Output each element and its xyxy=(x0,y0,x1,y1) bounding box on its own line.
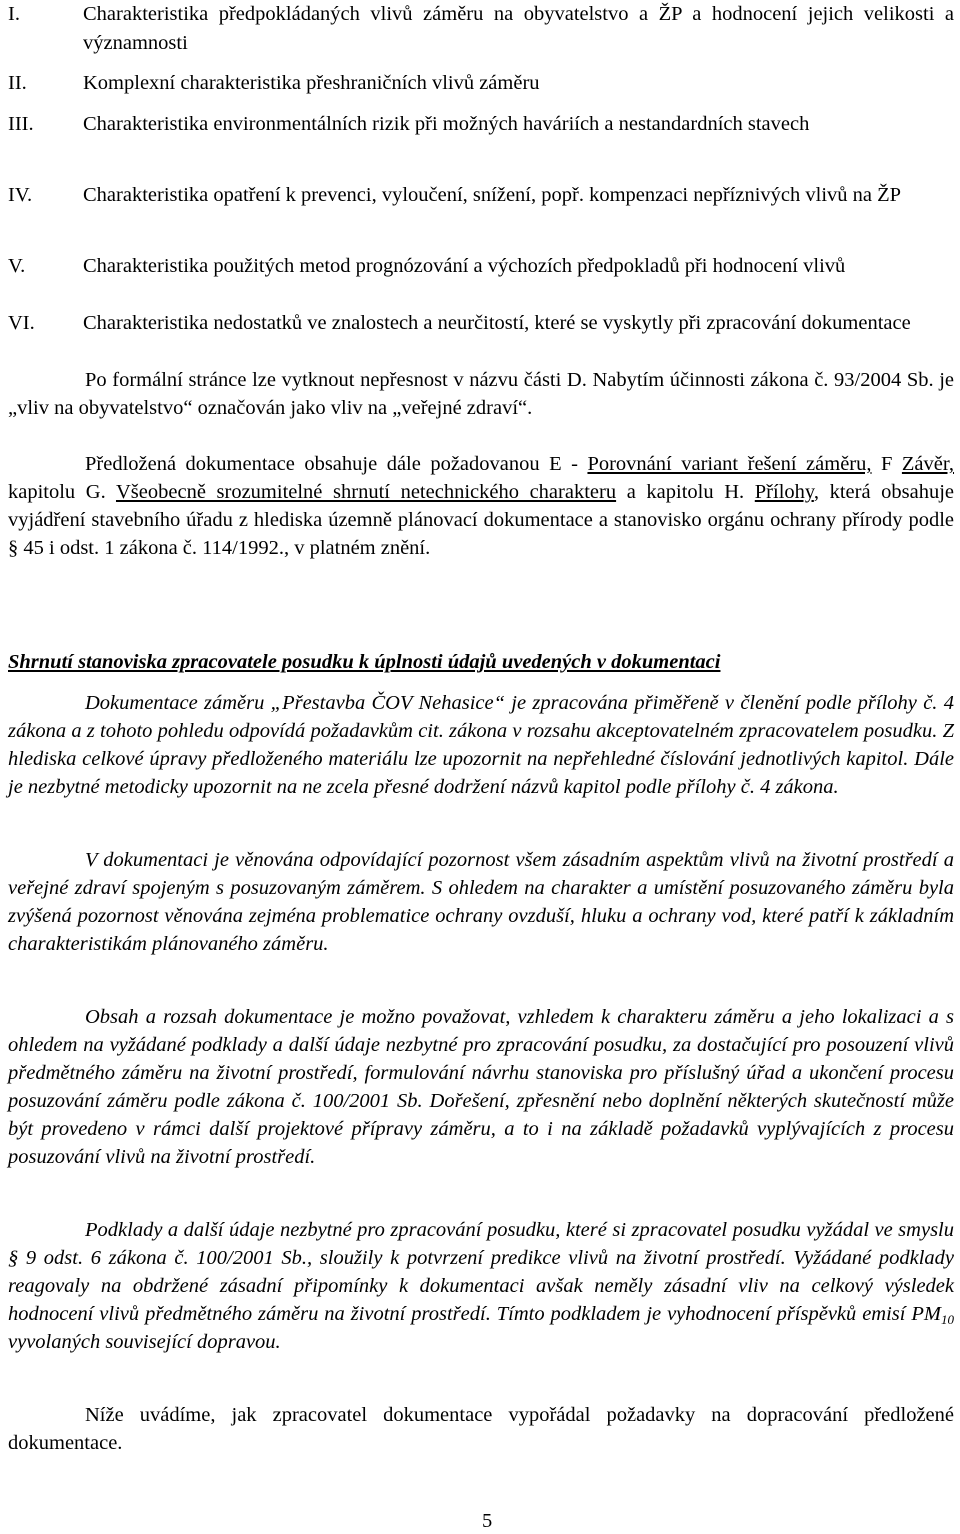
list-number: II. xyxy=(8,72,27,94)
link-prilohy: Přílohy xyxy=(754,481,814,503)
link-zaver: Závěr, xyxy=(901,453,955,475)
list-text: Charakteristika environmentálních rizik při možných haváriích a nestandardních stavech xyxy=(83,113,810,135)
list-number: VI. xyxy=(8,312,35,334)
list-number: IV. xyxy=(8,184,33,206)
list-text: Charakteristika předpokládaných vlivů záměru na obyvatelstvo a ŽP a hodnocení jejich velikosti a významnosti xyxy=(83,3,954,54)
list-number: V. xyxy=(8,255,26,277)
list-text: Charakteristika použitých metod prognózování a výchozích předpokladů při hodnocení vlivů xyxy=(83,255,846,277)
section-heading: Shrnutí stanoviska zpracovatele posudku k úplnosti údajů uvedených v dokumentaci xyxy=(8,651,721,673)
list-text: Charakteristika nedostatků ve znalostech a neurčitostí, které se vyskytly při zpracování dokumentace xyxy=(83,312,911,334)
paragraph-summary-2: V dokumentaci je věnována odpovídající pozornost všem zásadním aspektům vlivů na životní prostředí a veřejné zdraví spojeným s posuzovaným záměrem. S ohledem na charakter a umístění posuzovaného záměru byla zvýšená pozornost věnována zejména problematice ochrany ovzduší, hluku a ochrany vod, které patří k základním charakteristikám plánovaného záměru. xyxy=(8,849,954,955)
list-number: I. xyxy=(8,3,20,25)
paragraph-formal-note: Po formální stránce lze vytknout nepřesnost v názvu části D. Nabytím účinnosti zákona č. 93/2004 Sb. je „vliv na obyvatelstvo“ označován jako vliv na „veřejné zdraví“. xyxy=(8,369,954,419)
paragraph-summary-4: Podklady a další údaje nezbytné pro zpracování posudku, které si zpracovatel posudku vyžádal ve smyslu § 9 odst. 6 zákona č. 100/2001 Sb., sloužily k potvrzení predikce vlivů na životní prostředí. Vyžádané podklady reagovaly na obdržené zásadní připomínky k dokumentaci avšak neměly zásadní vliv na celkový výsledek hodnocení vlivů předmětného záměru na životní prostředí. Tímto podkladem je vyhodnocení příspěvků emisí $PM_{10}$ vyvolaných související dopravou. xyxy=(8,1219,954,1353)
list-number: III. xyxy=(8,113,34,135)
page-number: 5 xyxy=(482,1510,493,1532)
link-porovnani-variant: Porovnání variant řešení záměru, xyxy=(587,453,872,475)
paragraph-chapters: Předložená dokumentace obsahuje dále požadovanou E - Porovnání variant řešení záměru, F Závěr, kapitolu G. Všeobecně srozumitelné shrnutí netechnického charakteru a kapitolu H. Přílohy, která obsahuje vyjádření stavebního úřadu z hlediska územně plánovací dokumentace a stanovisko orgánu ochrany přírody podle § 45 i odst. 1 zákona č. 114/1992., v platném znění. xyxy=(8,453,955,559)
paragraph-summary-1: Dokumentace záměru „Přestavba ČOV Nehasice“ je zpracována přiměřeně v členění podle přílohy č. 4 zákona a z tohoto pohledu odpovídá požadavkům cit. zákona v rozsahu akceptovatelném zpracovatelem posudku. Z hlediska celkové úpravy předloženého materiálu lze upozornit na nepřehledné číslování jednotlivých kapitol. Dále je nezbytné metodicky upozornit na ne zcela přesné dodržení názvů kapitol podle přílohy č. 4 zákona. xyxy=(8,692,954,798)
paragraph-summary-3: Obsah a rozsah dokumentace je možno považovat, vzhledem k charakteru záměru a jeho lokalizaci a s ohledem na vyžádané podklady a další údaje nezbytné pro zpracování posudku, za dostačující pro posouzení vlivů předmětného záměru na životní prostředí, formulování návrhu stanoviska pro příslušný úřad a ukončení procesu posuzování záměru podle zákona č. 100/2001 Sb. Dořešení, zpřesnění nebo doplnění některých skutečností může být provedeno v rámci další projektové přípravy záměru, a to i na základě požadavků vyplývajících z procesu posuzování vlivů na životní prostředí. xyxy=(8,1006,954,1168)
list-text: Charakteristika opatření k prevenci, vyloučení, snížení, popř. kompenzaci nepříznivých vlivů na ŽP xyxy=(83,184,902,206)
link-shrnuti: Všeobecně srozumitelné shrnutí netechnického charakteru xyxy=(115,481,617,503)
list-text: Komplexní charakteristika přeshraničních vlivů záměru xyxy=(83,72,540,94)
paragraph-conclusion: Níže uvádíme, jak zpracovatel dokumentace vypořádal požadavky na dopracování předložené dokumentace. xyxy=(8,1404,954,1454)
